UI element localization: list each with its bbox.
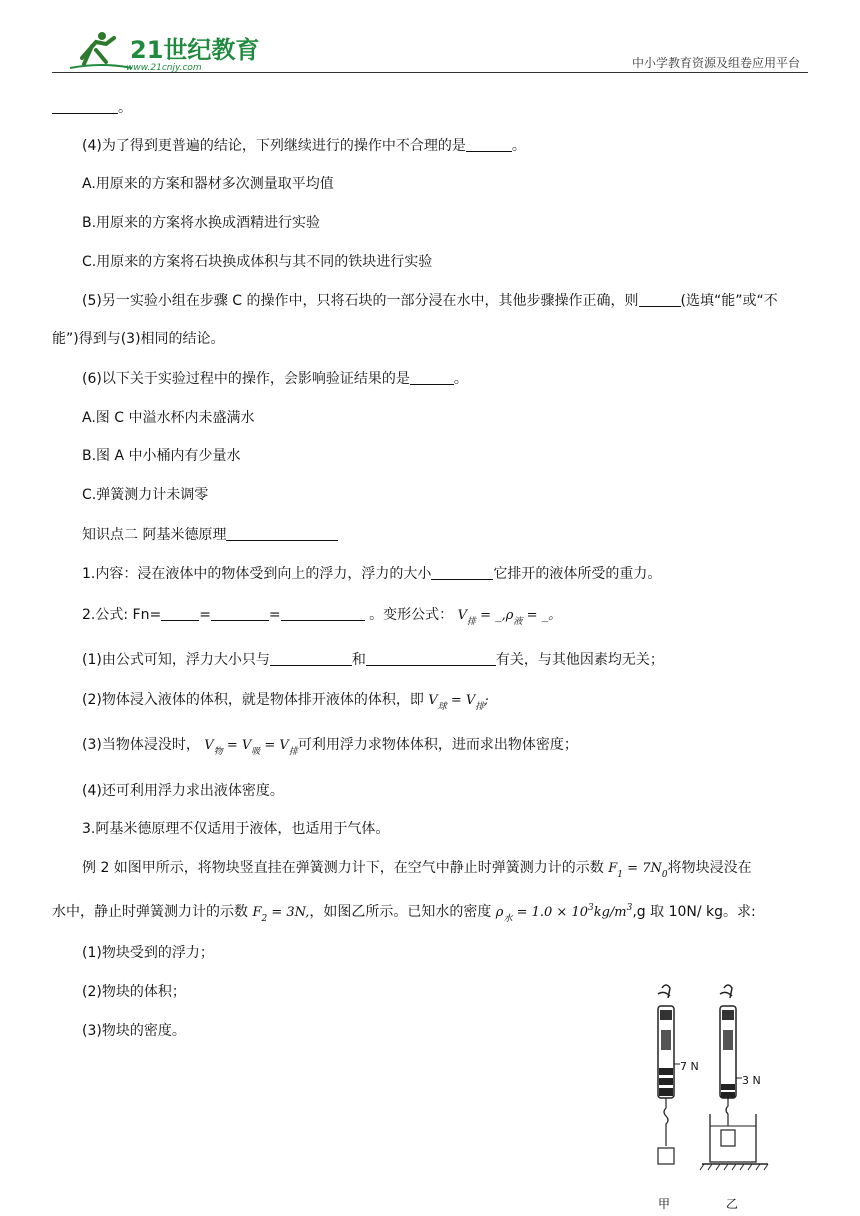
answer-blank xyxy=(431,565,493,580)
answer-blank xyxy=(466,137,512,152)
option-4a: A.用原来的方案和器材多次测量取平均值 xyxy=(82,176,334,192)
spring-scale-figure xyxy=(628,980,810,1212)
svg-text:7 N: 7 N xyxy=(680,1060,699,1073)
sub-point-1: (1)由公式可知，浮力大小只与 和 有关，与其他因素均无关； xyxy=(82,652,664,668)
svg-text:www.21cnjy.com: www.21cnjy.com xyxy=(126,63,202,73)
question-6: (6)以下关于实验过程中的操作，会影响验证结果的是 。 xyxy=(82,371,468,387)
point-2-formula: 2.公式: Fn= = = 。变形公式： $V_排$ = $\_,\rho_液$ = _。 xyxy=(82,607,562,627)
answer-blank xyxy=(211,606,269,621)
answer-blank xyxy=(410,370,454,385)
header-divider xyxy=(52,72,808,73)
svg-text:甲: 甲 xyxy=(658,1197,671,1211)
option-4c: C.用原来的方案将石块换成体积与其不同的铁块进行实验 xyxy=(82,254,433,270)
heading-underline xyxy=(226,526,338,541)
example-q3: (3)物块的密度。 xyxy=(82,1023,186,1039)
question-4: (4)为了得到更普遍的结论，下列继续进行的操作中不合理的是 。 xyxy=(82,138,526,154)
example-2-cont: 水中，静止时弹簧测力计的示数 $F_2 = 3N$,，如图乙所示。已知水的密度 $\rho_水 = 1.0 \times 10^3kg/m^3,g$ 取 10N/ kg。求: xyxy=(52,903,756,924)
svg-text:乙: 乙 xyxy=(726,1197,739,1211)
section-heading: 知识点二 阿基米德原理 xyxy=(82,525,808,545)
point-1: 1.内容：浸在液体中的物体受到向上的浮力，浮力的大小 它排开的液体所受的重力。 xyxy=(82,566,662,582)
spring-scale-left xyxy=(658,985,699,1211)
question-5: (5)另一实验小组在步骤 C 的操作中，只将石块的一部分浸在水中，其他步骤操作正确，则 (选填“能”或“不 xyxy=(82,293,778,309)
page-header xyxy=(52,28,808,76)
spring-scale-right xyxy=(700,985,768,1211)
site-logo xyxy=(62,28,292,74)
example-2: 例 2 如图甲所示，将物块竖直挂在弹簧测力计下，在空气中静止时弹簧测力计的示数 $F_1 = 7N_0$将物块浸没在 xyxy=(82,860,752,880)
answer-blank xyxy=(161,606,199,621)
option-6b: B.图 A 中小桶内有少量水 xyxy=(82,448,241,464)
svg-text:3 N: 3 N xyxy=(742,1074,761,1087)
runner-icon xyxy=(70,32,132,68)
answer-blank xyxy=(639,292,681,307)
answer-blank xyxy=(52,99,118,114)
example-q1: (1)物块受到的浮力； xyxy=(82,945,214,961)
sub-point-4: (4)还可利用浮力求出液体密度。 xyxy=(82,783,284,799)
answer-blank xyxy=(281,606,365,621)
option-4b: B.用原来的方案将水换成酒精进行实验 xyxy=(82,215,321,231)
answer-blank xyxy=(270,651,352,666)
option-6c: C.弹簧测力计未调零 xyxy=(82,487,209,503)
option-6a: A.图 C 中溢水杯内未盛满水 xyxy=(82,410,255,426)
answer-blank xyxy=(366,651,496,666)
example-q2: (2)物块的体积； xyxy=(82,984,186,1000)
question-5-cont: 能”)得到与(3)相同的结论。 xyxy=(52,331,225,347)
sub-point-3: (3)当物体浸没时， $V_物 = V_吸 = V_排$可利用浮力求物体体积，进而求出物体密度； xyxy=(82,737,578,757)
continuation-line: 。 xyxy=(52,98,808,118)
svg-text:21世纪教育: 21世纪教育 xyxy=(130,36,260,64)
point-3: 3.阿基米德原理不仅适用于液体，也适用于气体。 xyxy=(82,821,390,837)
sub-point-2: (2)物体浸入液体的体积，就是物体排开液体的体积，即 $V_球 = V_排$; xyxy=(82,692,489,712)
site-name: 中小学教育资源及组卷应用平台 xyxy=(631,56,800,70)
